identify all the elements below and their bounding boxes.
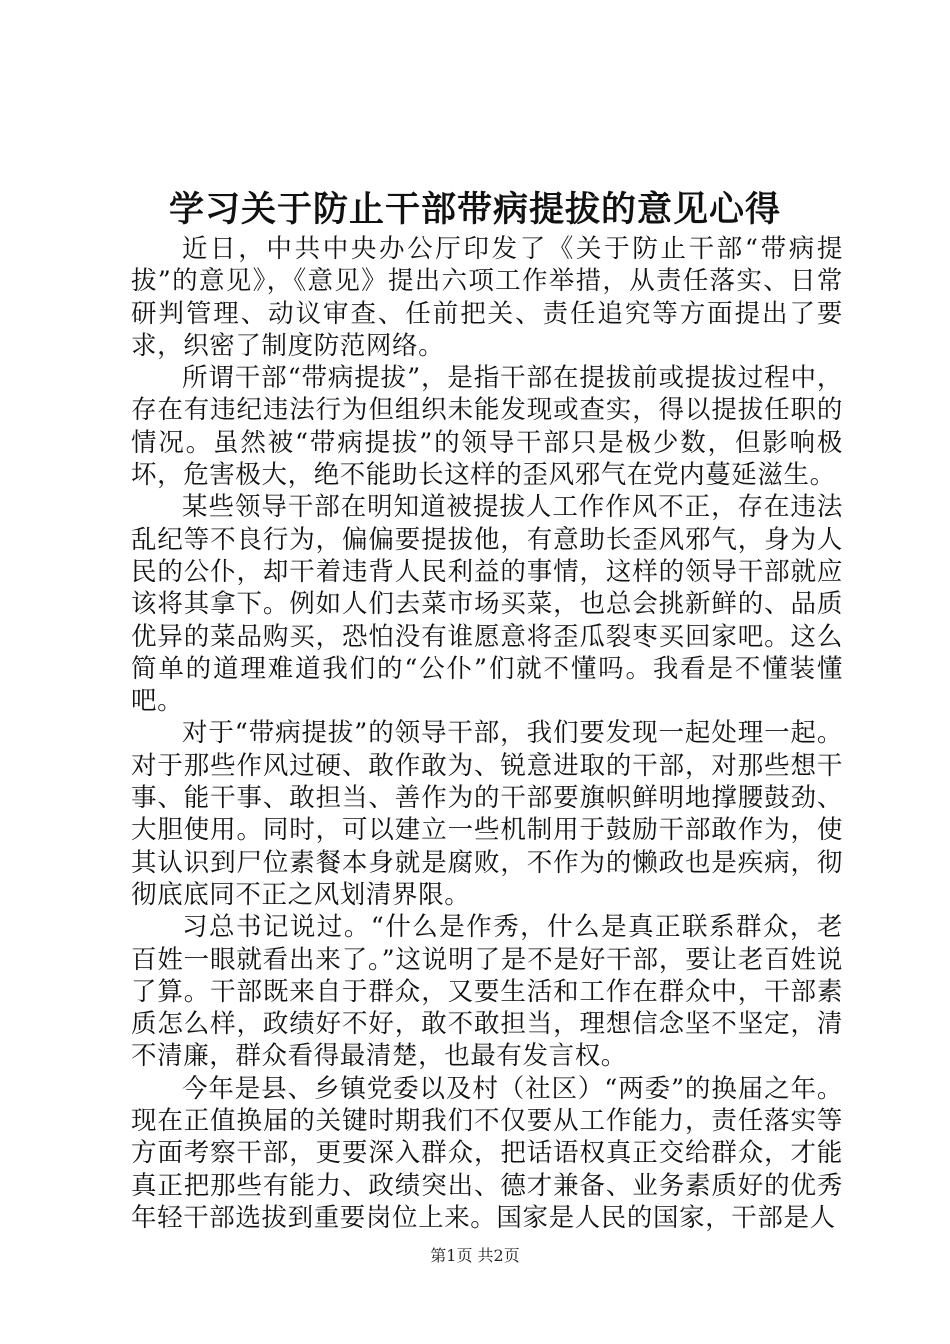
paragraph-1: 近日，中共中央办公厅印发了《关于防止干部“带病提拔”的意见》，《意见》提出六项工作举措，从责任落实、日常研判管理、动议审查、任前把关、责任追究等方面提出了要求，织密了制度防范网络。	[131, 234, 843, 361]
document-title: 学习关于防止干部带病提拔的意见心得	[168, 189, 781, 230]
paragraph-2: 所谓干部“带病提拔”，是指干部在提拔前或提拔过程中，存在有违纪违法行为但组织未能发现或查实，得以提拔任职的情况。虽然被“带病提拔”的领导干部只是极少数，但影响极坏，危害极大，绝不能助长这样的歪风邪气在党内蔓延滋生。	[131, 363, 843, 491]
document-body	[131, 233, 843, 1234]
paragraph-4: 对于“带病提拔”的领导干部，我们要发现一起处理一起。对于那些作风过硬、敢作敢为、锐意进取的干部，对那些想干事、能干事、敢担当、善作为的干部要旗帜鲜明地撑腰鼓劲、大胆使用。同时，可以建立一些机制用于鼓励干部敢作为，使其认识到尸位素餐本身就是腐败，不作为的懒政也是疾病，彻彻底底同不正之风划清界限。	[131, 718, 843, 910]
page-number-footer: 第1页 共2页	[430, 1246, 520, 1265]
paragraph-3: 某些领导干部在明知道被提拔人工作作风不正，存在违法乱纪等不良行为，偏偏要提拔他，有意助长歪风邪气，身为人民的公仆，却干着违背人民利益的事情，这样的领导干部就应该将其拿下。例如人们去菜市场买菜，也总会挑新鲜的、品质优异的菜品购买，恐怕没有谁愿意将歪瓜裂枣买回家吧。这么简单的道理难道我们的“公仆”们就不懂吗。我看是不懂装懂吧。	[131, 492, 843, 717]
paragraph-5: 习总书记说过。“什么是作秀，什么是真正联系群众，老百姓一眼就看出来了。”这说明了是不是好干部，要让老百姓说了算。干部既来自于群众，又要生活和工作在群众中，干部素质怎么样，政绩好不好，敢不敢担当，理想信念坚不坚定，清不清廉，群众看得最清楚，也最有发言权。	[131, 912, 843, 1072]
paragraph-6: 今年是县、乡镇党委以及村（社区）“两委”的换届之年。现在正值换届的关键时期我们不仅要从工作能力，责任落实等方面考察干部，更要深入群众，把话语权真正交给群众，才能真正把那些有能力、政绩突出、德才兼备、业务素质好的优秀年轻干部选拔到重要岗位上来。国家是人民的国家，干部是人	[131, 1073, 843, 1233]
